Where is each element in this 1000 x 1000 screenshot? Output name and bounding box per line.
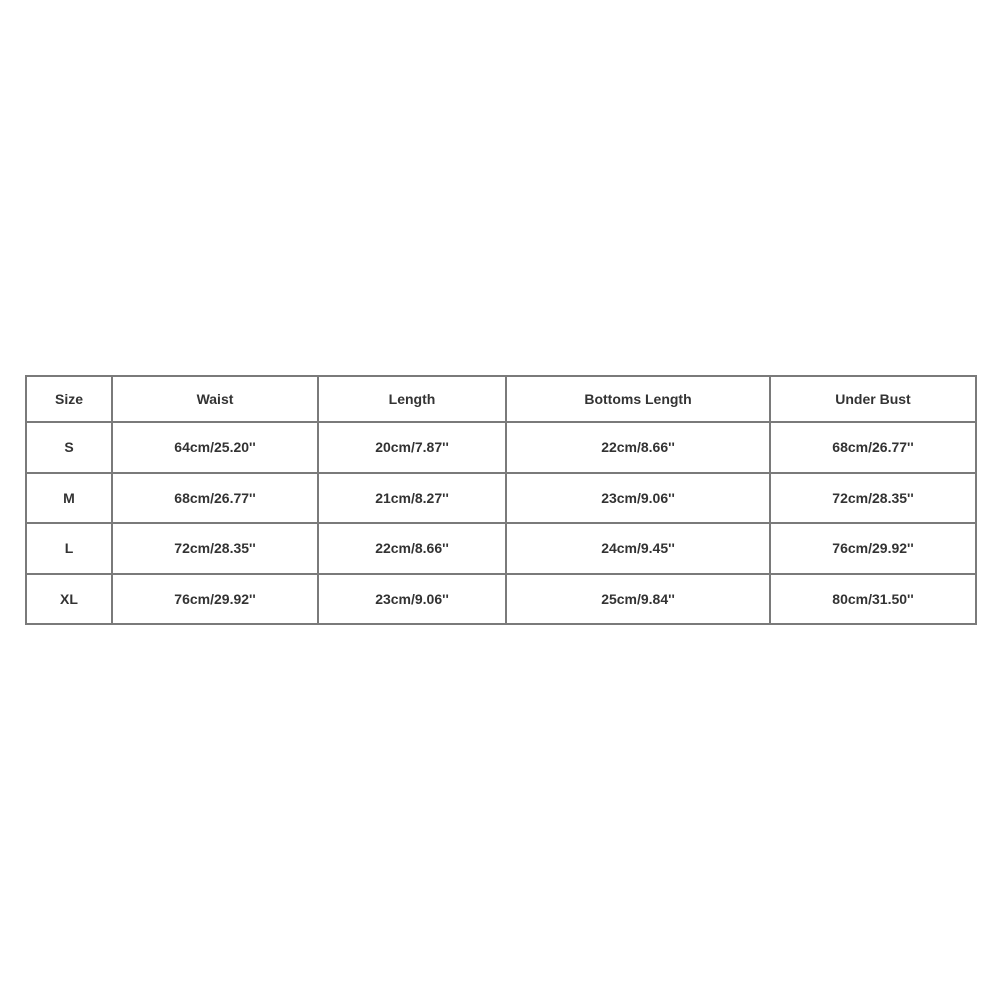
cell-bottoms-length: 24cm/9.45'' [506, 523, 770, 574]
cell-bottoms-length: 23cm/9.06'' [506, 473, 770, 524]
table-row [26, 574, 976, 625]
table-header-row [26, 376, 976, 422]
cell-under-bust: 68cm/26.77'' [770, 422, 976, 473]
column-header-length: Length [318, 376, 506, 422]
cell-size: XL [26, 574, 112, 625]
cell-length: 20cm/7.87'' [318, 422, 506, 473]
cell-size: L [26, 523, 112, 574]
cell-size: M [26, 473, 112, 524]
size-chart [25, 375, 975, 625]
cell-waist: 64cm/25.20'' [112, 422, 318, 473]
cell-under-bust: 80cm/31.50'' [770, 574, 976, 625]
column-header-under-bust: Under Bust [770, 376, 976, 422]
column-header-bottoms-length: Bottoms Length [506, 376, 770, 422]
table-row [26, 422, 976, 473]
cell-waist: 68cm/26.77'' [112, 473, 318, 524]
cell-bottoms-length: 22cm/8.66'' [506, 422, 770, 473]
cell-length: 21cm/8.27'' [318, 473, 506, 524]
column-header-waist: Waist [112, 376, 318, 422]
cell-size: S [26, 422, 112, 473]
size-table [25, 375, 977, 625]
cell-length: 23cm/9.06'' [318, 574, 506, 625]
cell-length: 22cm/8.66'' [318, 523, 506, 574]
cell-waist: 76cm/29.92'' [112, 574, 318, 625]
cell-bottoms-length: 25cm/9.84'' [506, 574, 770, 625]
cell-under-bust: 76cm/29.92'' [770, 523, 976, 574]
table-row [26, 473, 976, 524]
column-header-size: Size [26, 376, 112, 422]
cell-under-bust: 72cm/28.35'' [770, 473, 976, 524]
table-row [26, 523, 976, 574]
cell-waist: 72cm/28.35'' [112, 523, 318, 574]
